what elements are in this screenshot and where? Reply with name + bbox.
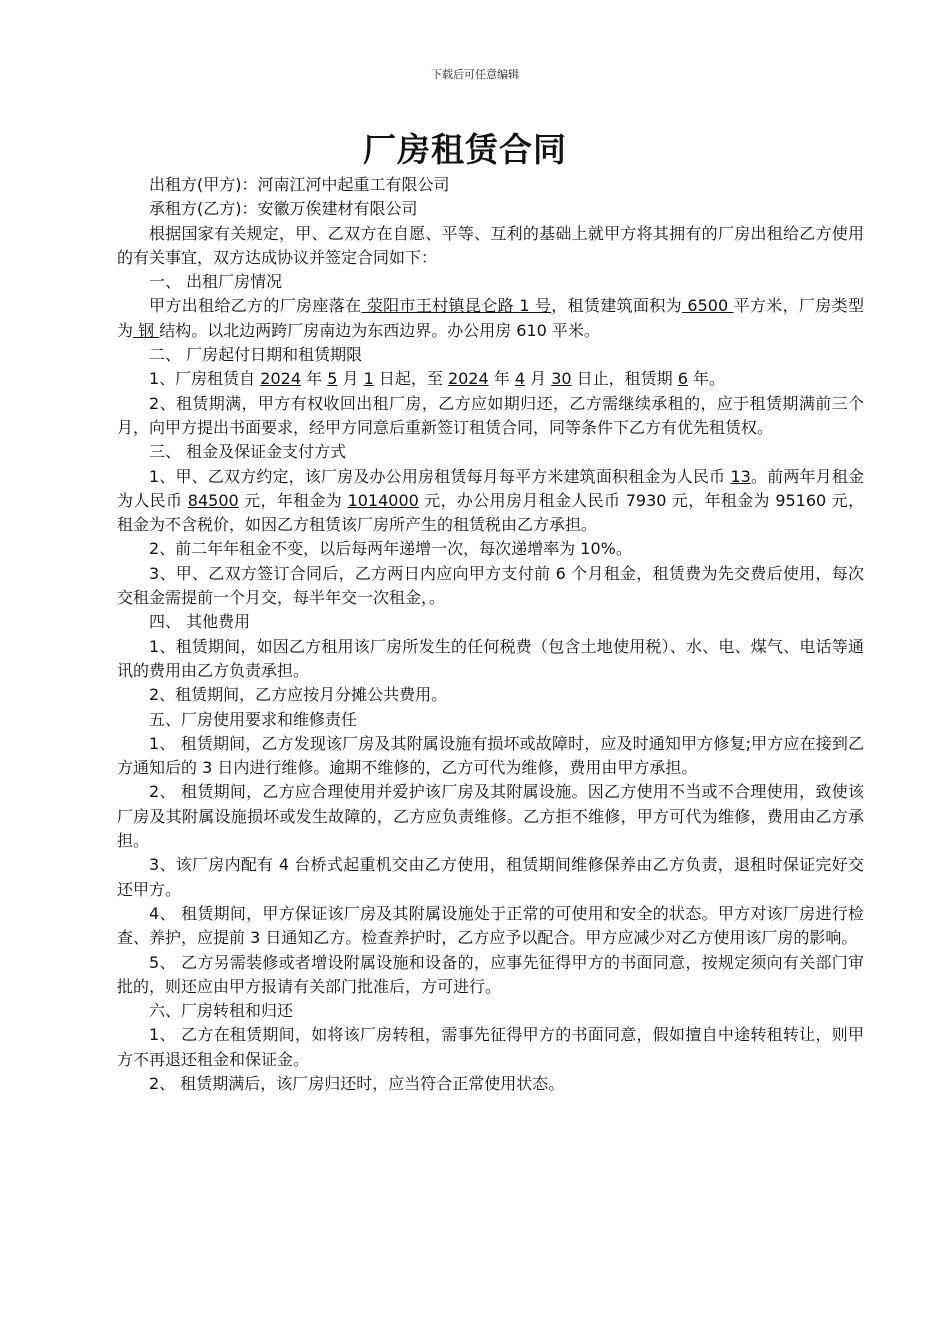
start-day: 1 [363,369,374,389]
maintenance-paragraph-4: 4、 租赁期间，甲方保证该厂房及其附属设施处于正常的可使用和安全的状态。甲方对该厂房进行检查、养护，应提前 3 日通知乙方。检查养护时，乙方应予以配合。甲方应减少对乙方使用该厂房的影响。 [117,903,864,948]
section-heading-4: 四、 其他费用 [149,612,251,632]
monthly-rent-value: 84500 [187,490,239,510]
start-month: 5 [327,369,338,389]
term-paragraph: 1、厂房租赁自 2024 年 5 月 1 日起，至 2024 年 4 月 30 日止，租赁期 6 年。 [149,369,726,389]
premises-paragraph: 甲方出租给乙方的厂房座落在 荥阳市王村镇昆仑路 1 号，租赁建筑面积为 6500 平方米，厂房类型为 钢 结构。以北边两跨厂房南边为东西边界。办公用房 610 平米。 [117,296,864,340]
header-note: 下载后可任意编辑 [431,68,519,81]
lease-years: 6 [677,369,688,389]
location-value: 荥阳市王村镇昆仑路 1 号 [361,296,552,316]
start-year: 2024 [260,369,301,389]
lessee-line: 承租方(乙方)：安徽万俟建材有限公司 [149,199,418,219]
contract-body [117,173,864,1096]
fees-paragraph-2: 2、租赁期间，乙方应按月分摊公共费用。 [149,685,448,705]
section-heading-5: 五、厂房使用要求和维修责任 [149,709,358,729]
renewal-paragraph: 2、租赁期满，甲方有权收回出租厂房，乙方应如期归还，乙方需继续承租的，应于租赁期满前三个月，向甲方提出书面要求，经甲方同意后重新签订租赁合同，同等条件下乙方有优先租赁权。 [117,393,864,437]
section-heading-1: 一、 出租厂房情况 [149,272,283,292]
fees-paragraph-1: 1、租赁期间，如因乙方租用该厂房所发生的任何税费（包含土地使用税）、水、电、煤气、电话等通讯的费用由乙方负责承担。 [117,636,864,680]
end-month: 4 [514,369,526,389]
lessor-line: 出租方(甲方)：河南江河中起重工有限公司 [149,175,450,194]
payment-paragraph: 3、甲、乙双方签订合同后，乙方两日内应向甲方支付前 6 个月租金，租赁费为先交费后使用，每次交租金需提前一个月交，每半年交一次租金，。 [117,563,864,608]
maintenance-paragraph-2: 2、 租赁期间，乙方应合理使用并爱护该厂房及其附属设施。因乙方使用不当或不合理使用，致使该厂房及其附属设施损坏或发生故障的，乙方应负责维修。乙方拒不维修，甲方可代为维修，费用由乙方承担。 [117,782,864,851]
maintenance-paragraph-1: 1、 租赁期间，乙方发现该厂房及其附属设施有损坏或故障时，应及时通知甲方修复;甲方应在接到乙方通知后的 3 日内进行维修。逾期不维修的，乙方可代为维修，费用由甲方承担。 [117,733,864,778]
maintenance-paragraph-5: 5、 乙方另需装修或者增设附属设施和设备的，应事先征得甲方的书面同意，按规定须向有关部门审批的，则还应由甲方报请有关部门批准后，方可进行。 [117,952,864,996]
end-day: 30 [551,369,572,389]
rent-paragraph: 1、甲、乙双方约定，该厂房及办公用房租赁每月每平方米建筑面积租金为人民币 13。前两年月租金为人民币 84500 元，年租金为 1014000 元，办公用房月租金人民币 7930 元，年租金为 95160 元，租金为不含税价，如因乙方租赁该厂房所产生的租赁税由乙方承担。 [117,466,864,535]
section-heading-3: 三、 租金及保证金支付方式 [149,442,347,462]
rent-increase-paragraph: 2、前二年年租金不变，以后每两年递增一次，每次递增率为 10%。 [149,539,632,559]
annual-rent-value: 1014000 [347,490,419,510]
contract-title: 厂房租赁合同 [363,130,567,169]
end-year: 2024 [447,369,489,389]
maintenance-paragraph-3: 3、该厂房内配有 4 台桥式起重机交由乙方使用，租赁期间维修保养由乙方负责，退租时保证完好交还甲方。 [117,855,864,899]
sublease-paragraph-2: 2、 租赁期满后，该厂房归还时，应当符合正常使用状态。 [149,1073,565,1093]
sublease-paragraph-1: 1、 乙方在租赁期间，如将该厂房转租，需事先征得甲方的书面同意，假如擅自中途转租转让，则甲方不再退还租金和保证金。 [117,1025,864,1069]
unit-price-value: 13 [730,466,751,486]
preamble-paragraph: 根据国家有关规定，甲、乙双方在自愿、平等、互利的基础上就甲方将其拥有的厂房出租给乙方使用的有关事宜，双方达成协议并签定合同如下： [117,223,864,267]
section-heading-2: 二、 厂房起付日期和租赁期限 [149,345,363,365]
section-heading-6: 六、厂房转租和归还 [149,1001,294,1021]
area-value: 6500 [682,296,734,316]
structure-type-value: 钢 [133,320,160,340]
